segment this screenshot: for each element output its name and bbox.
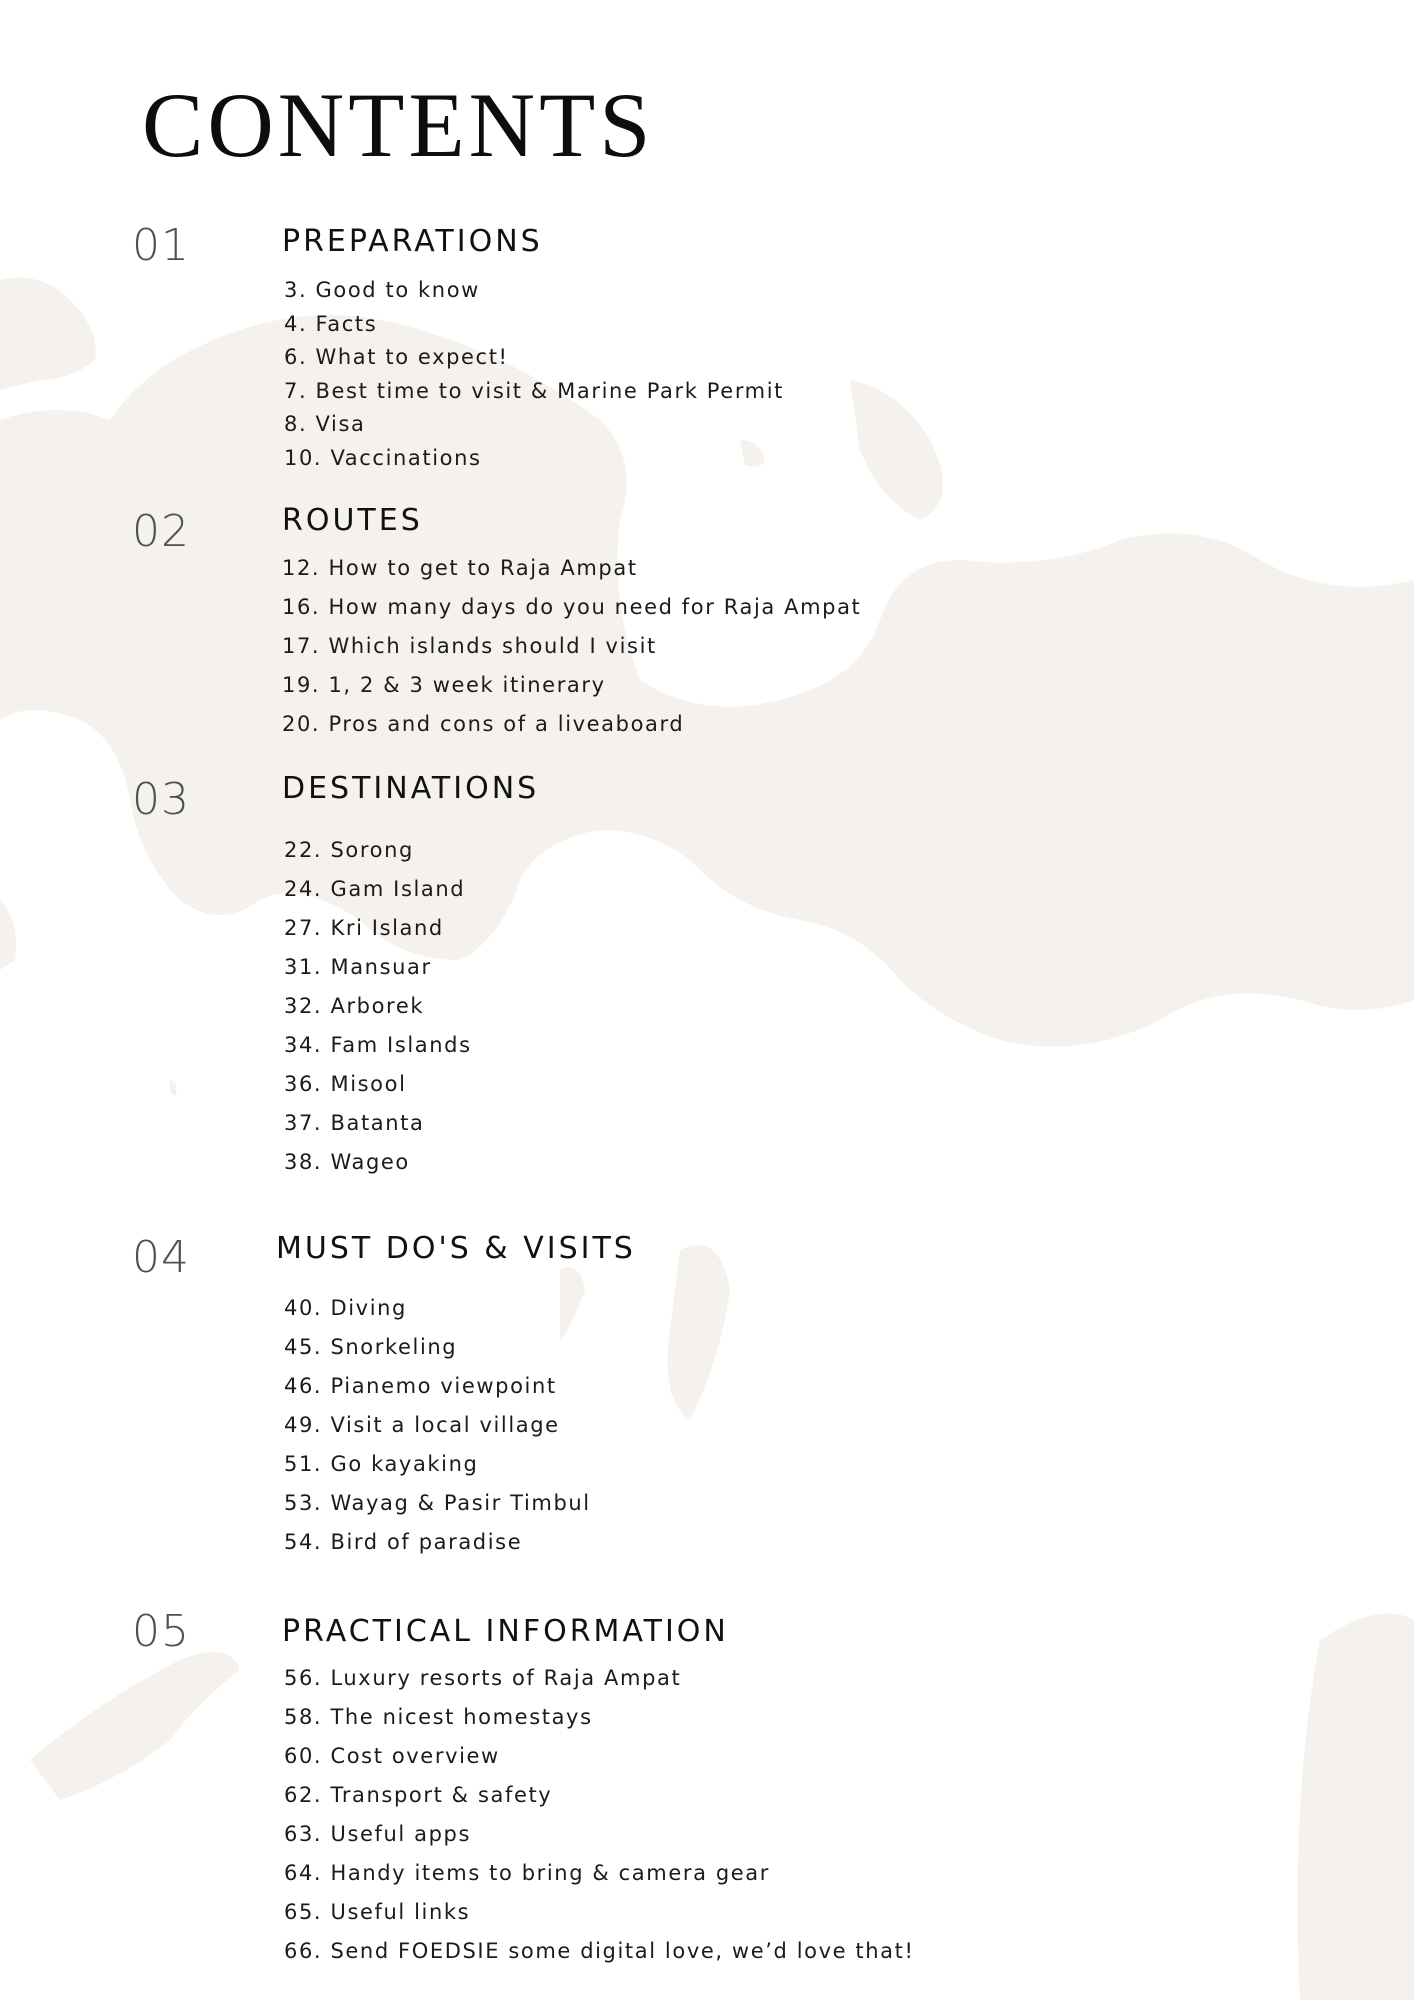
- toc-item[interactable]: 22. Sorong: [284, 838, 414, 862]
- toc-item[interactable]: 60. Cost overview: [284, 1744, 500, 1768]
- section-heading: ROUTES: [282, 503, 423, 538]
- toc-item[interactable]: 7. Best time to visit & Marine Park Permit: [284, 378, 785, 403]
- toc-item[interactable]: 19. 1, 2 & 3 week itinerary: [282, 673, 606, 697]
- toc-item[interactable]: 63. Useful apps: [284, 1822, 471, 1846]
- toc-item[interactable]: 54. Bird of paradise: [284, 1530, 523, 1554]
- toc-item[interactable]: 49. Visit a local village: [284, 1413, 560, 1437]
- page-title: CONTENTS: [142, 74, 655, 176]
- toc-item[interactable]: 6. What to expect!: [284, 345, 509, 370]
- toc-item[interactable]: 56. Luxury resorts of Raja Ampat: [284, 1666, 682, 1690]
- toc-item[interactable]: 8. Visa: [284, 412, 366, 437]
- section-items: [284, 1666, 914, 1978]
- section-number: 04: [132, 1232, 190, 1283]
- toc-item[interactable]: 38. Wageo: [284, 1150, 410, 1174]
- toc-item[interactable]: 58. The nicest homestays: [284, 1705, 593, 1729]
- toc-item[interactable]: 46. Pianemo viewpoint: [284, 1374, 557, 1398]
- toc-item[interactable]: 32. Arborek: [284, 994, 425, 1018]
- toc-item[interactable]: 10. Vaccinations: [284, 445, 482, 470]
- toc-item[interactable]: 51. Go kayaking: [284, 1452, 479, 1476]
- section-items: [284, 1296, 591, 1569]
- section-number: 02: [132, 506, 190, 557]
- toc-item[interactable]: 12. How to get to Raja Ampat: [282, 556, 638, 580]
- toc-item[interactable]: 65. Useful links: [284, 1900, 471, 1924]
- toc-item[interactable]: 31. Mansuar: [284, 955, 432, 979]
- toc-item[interactable]: 27. Kri Island: [284, 916, 444, 940]
- section-items: [284, 838, 472, 1189]
- toc-item[interactable]: 20. Pros and cons of a liveaboard: [282, 712, 685, 736]
- section-items: [282, 556, 861, 751]
- toc-item[interactable]: 17. Which islands should I visit: [282, 634, 657, 658]
- toc-item[interactable]: 62. Transport & safety: [284, 1783, 553, 1807]
- toc-item[interactable]: 40. Diving: [284, 1296, 407, 1320]
- section-heading: PREPARATIONS: [282, 224, 543, 259]
- toc-item[interactable]: 24. Gam Island: [284, 877, 466, 901]
- section-heading: DESTINATIONS: [282, 771, 540, 806]
- toc-item[interactable]: 3. Good to know: [284, 278, 480, 302]
- section-number: 03: [132, 774, 190, 825]
- toc-item[interactable]: 16. How many days do you need for Raja Ampat: [282, 595, 862, 619]
- toc-item[interactable]: 64. Handy items to bring & camera gear: [284, 1861, 770, 1885]
- toc-item[interactable]: 66. Send FOEDSIE some digital love, we’d love that!: [284, 1939, 915, 1963]
- section-items: [284, 278, 784, 480]
- section-number: 05: [132, 1606, 190, 1657]
- section-number: 01: [132, 220, 190, 271]
- toc-item[interactable]: 45. Snorkeling: [284, 1335, 458, 1359]
- toc-item[interactable]: 36. Misool: [284, 1072, 407, 1096]
- section-heading: MUST DO'S & VISITS: [276, 1231, 636, 1266]
- section-heading: PRACTICAL INFORMATION: [282, 1614, 729, 1649]
- toc-item[interactable]: 4. Facts: [284, 311, 378, 336]
- toc-item[interactable]: 37. Batanta: [284, 1111, 425, 1135]
- toc-item[interactable]: 34. Fam Islands: [284, 1033, 472, 1057]
- toc-item[interactable]: 53. Wayag & Pasir Timbul: [284, 1491, 591, 1515]
